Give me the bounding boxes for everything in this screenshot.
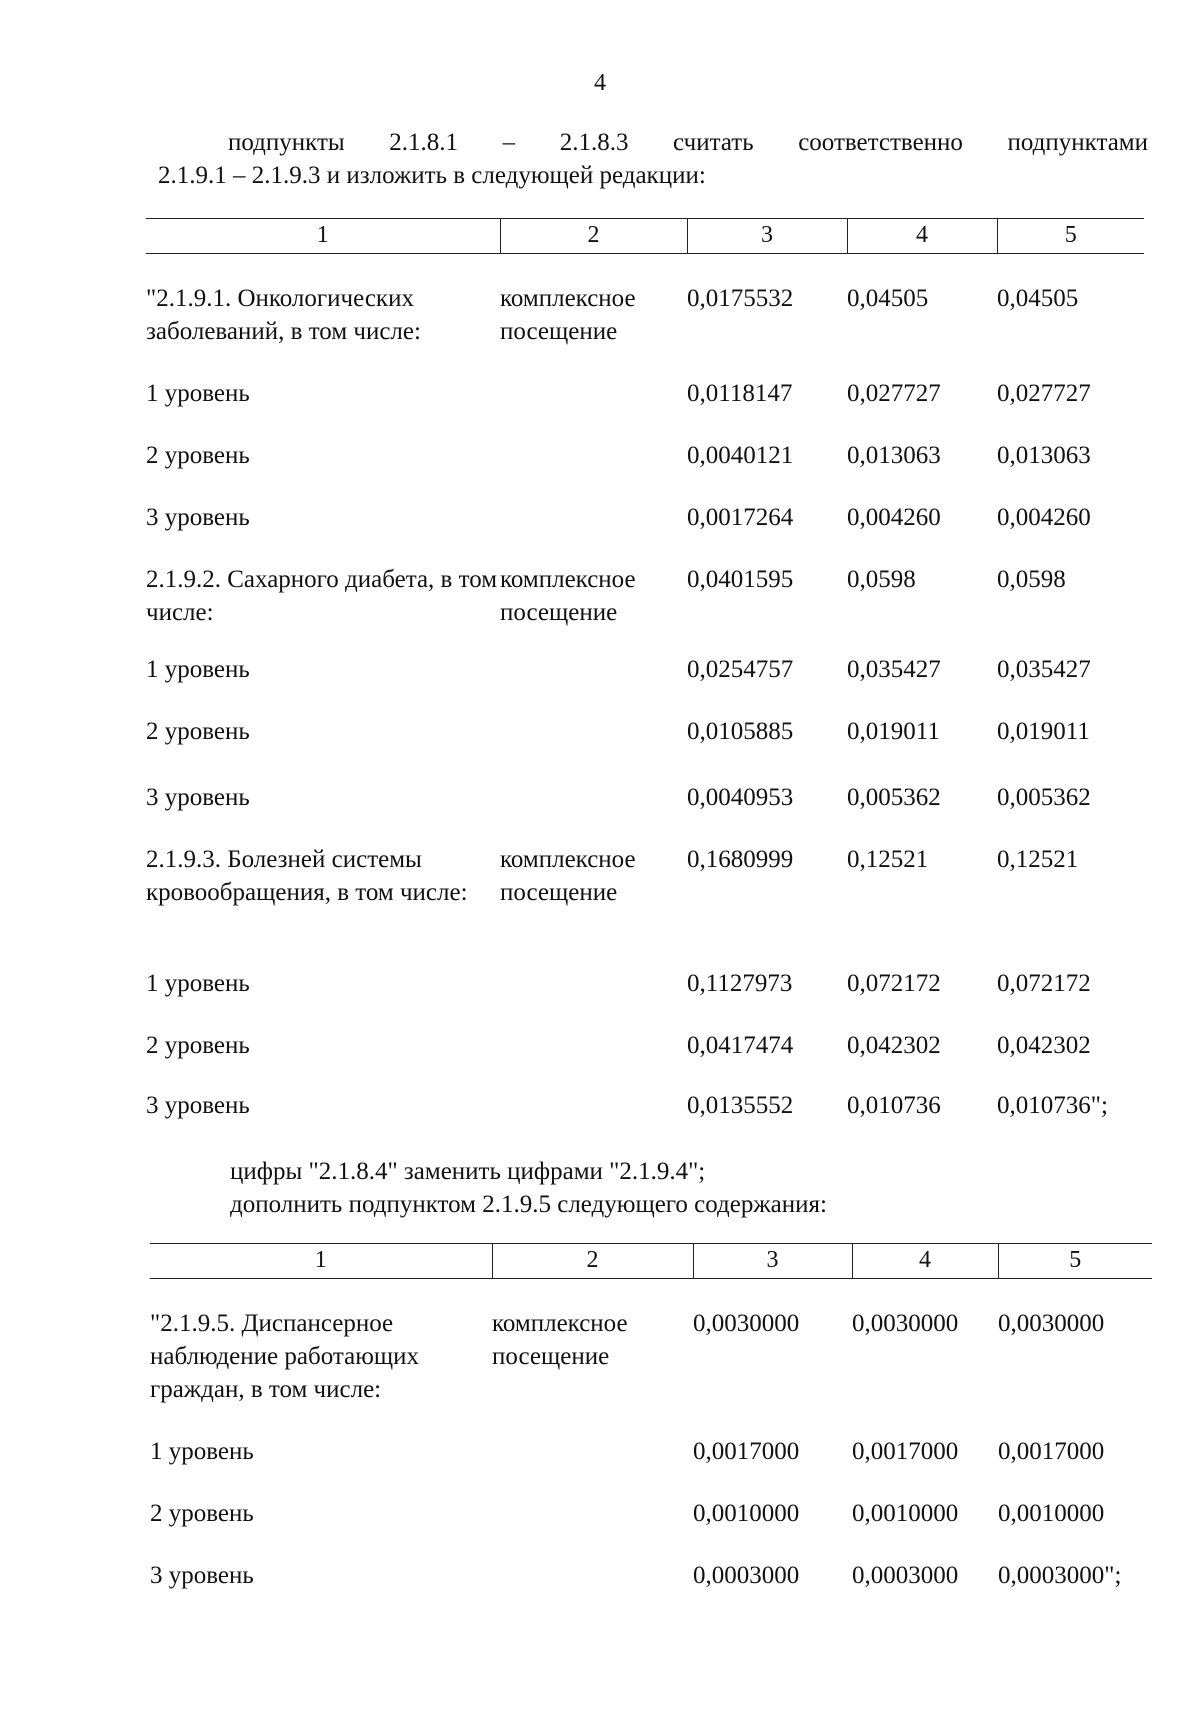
value-col4-cell: 0,0017000 xyxy=(852,1437,959,1465)
unit-cell xyxy=(500,967,687,1029)
unit-cell xyxy=(500,439,687,501)
value-col4-cell: 0,0598 xyxy=(847,565,916,593)
column-header-2: 2 xyxy=(492,1244,693,1279)
indicator-name-cell: "2.1.9.1. Онкологических заболеваний, в том числе: xyxy=(146,284,421,345)
value-col3-cell: 0,0030000 xyxy=(693,1309,800,1337)
value-col3-cell: 0,1127973 xyxy=(687,969,793,997)
value-col5-cell: 0,072172 xyxy=(997,969,1091,997)
table-row xyxy=(146,439,1144,501)
table-row xyxy=(146,843,1144,967)
page-number: 4 xyxy=(594,70,606,96)
unit-cell xyxy=(492,1497,693,1559)
table-row xyxy=(150,1307,1152,1435)
value-col3-cell: 0,0040953 xyxy=(687,783,794,811)
value-col4-cell: 0,072172 xyxy=(847,969,941,997)
value-col4-cell: 0,019011 xyxy=(847,717,940,745)
middle-paragraph xyxy=(230,1155,1200,1221)
indicator-name-cell: 2.1.9.2. Сахарного диабета, в том числе: xyxy=(146,565,498,626)
value-col3-cell: 0,0017000 xyxy=(693,1437,800,1465)
table-row xyxy=(146,781,1144,843)
unit-cell xyxy=(500,781,687,843)
unit-cell xyxy=(500,715,687,781)
table-row xyxy=(146,653,1144,715)
table-row xyxy=(146,282,1144,377)
unit-cell xyxy=(492,1559,693,1621)
value-col3-cell: 0,0401595 xyxy=(687,565,794,593)
unit-cell: комплексное посещение xyxy=(500,284,636,345)
value-col4-cell: 0,005362 xyxy=(847,783,941,811)
value-col4-cell: 0,0030000 xyxy=(852,1309,959,1337)
value-col5-cell: 0,0010000 xyxy=(998,1499,1105,1527)
value-col4-cell: 0,013063 xyxy=(847,441,941,469)
value-col3-cell: 0,0175532 xyxy=(687,284,794,312)
middle-line-2: дополнить подпунктом 2.1.9.5 следующего содержания: xyxy=(230,1191,827,1218)
value-col4-cell: 0,042302 xyxy=(847,1031,941,1059)
table-row xyxy=(146,563,1144,653)
value-col5-cell: 0,027727 xyxy=(997,379,1091,407)
table-row xyxy=(150,1559,1152,1621)
column-header-3: 3 xyxy=(687,219,847,254)
table-row xyxy=(146,967,1144,1029)
indicator-name-cell: 2 уровень xyxy=(146,441,250,469)
value-col5-cell: 0,004260 xyxy=(997,503,1091,531)
value-col4-cell: 0,0010000 xyxy=(852,1499,959,1527)
indicator-name-cell: 3 уровень xyxy=(146,783,250,811)
unit-cell xyxy=(500,653,687,715)
unit-cell: комплексное посещение xyxy=(500,565,636,626)
value-col5-cell: 0,04505 xyxy=(997,284,1079,312)
value-col5-cell: 0,0003000"; xyxy=(998,1561,1122,1589)
value-col5-cell: 0,019011 xyxy=(997,717,1090,745)
value-col5-cell: 0,0017000 xyxy=(998,1437,1105,1465)
column-header-4: 4 xyxy=(852,1244,998,1279)
indicator-name-cell: 1 уровень xyxy=(146,379,250,407)
value-col3-cell: 0,0040121 xyxy=(687,441,794,469)
table-header-row xyxy=(146,219,1144,254)
value-col3-cell: 0,0003000 xyxy=(693,1561,800,1589)
unit-cell xyxy=(500,501,687,563)
unit-cell xyxy=(492,1435,693,1497)
value-col5-cell: 0,035427 xyxy=(997,655,1091,683)
value-col5-cell: 0,042302 xyxy=(997,1031,1091,1059)
value-col3-cell: 0,0135552 xyxy=(687,1091,794,1119)
indicator-name-cell: 1 уровень xyxy=(146,969,250,997)
value-col4-cell: 0,004260 xyxy=(847,503,941,531)
table-row xyxy=(146,1089,1144,1151)
value-col5-cell: 0,005362 xyxy=(997,783,1091,811)
indicator-name-cell: 3 уровень xyxy=(146,503,250,531)
table-row xyxy=(146,501,1144,563)
value-col4-cell: 0,010736 xyxy=(847,1091,941,1119)
value-col4-cell: 0,0003000 xyxy=(852,1561,959,1589)
value-col3-cell: 0,0105885 xyxy=(687,717,794,745)
coefficients-table-2 xyxy=(150,1243,1152,1621)
value-col4-cell: 0,035427 xyxy=(847,655,941,683)
value-col4-cell: 0,04505 xyxy=(847,284,929,312)
column-header-1: 1 xyxy=(150,1244,492,1279)
value-col5-cell: 0,010736"; xyxy=(997,1091,1108,1119)
table-row xyxy=(146,715,1144,781)
value-col3-cell: 0,0254757 xyxy=(687,655,794,683)
column-header-4: 4 xyxy=(847,219,997,254)
indicator-name-cell: 2 уровень xyxy=(146,1031,250,1059)
indicator-name-cell: 1 уровень xyxy=(150,1437,254,1465)
unit-cell: комплексное посещение xyxy=(492,1309,628,1370)
value-col4-cell: 0,027727 xyxy=(847,379,941,407)
table-row xyxy=(146,377,1144,439)
value-col5-cell: 0,013063 xyxy=(997,441,1091,469)
spacer xyxy=(150,1278,1152,1307)
indicator-name-cell: "2.1.9.5. Диспансерное наблюдение работающих граждан, в том числе: xyxy=(150,1309,419,1403)
value-col3-cell: 0,0010000 xyxy=(693,1499,800,1527)
value-col5-cell: 0,0030000 xyxy=(998,1309,1105,1337)
indicator-name-cell: 2 уровень xyxy=(146,717,250,745)
column-header-5: 5 xyxy=(998,1244,1152,1279)
intro-line-1: подпункты 2.1.8.1 – 2.1.8.3 считать соответственно подпунктами xyxy=(228,129,1148,156)
column-header-1: 1 xyxy=(146,219,500,254)
table-header-row xyxy=(150,1244,1152,1279)
table-row xyxy=(150,1435,1152,1497)
value-col3-cell: 0,0017264 xyxy=(687,503,794,531)
table-row xyxy=(150,1497,1152,1559)
value-col4-cell: 0,12521 xyxy=(847,845,929,873)
value-col3-cell: 0,0118147 xyxy=(687,379,793,407)
spacer xyxy=(146,253,1144,282)
indicator-name-cell: 1 уровень xyxy=(146,655,250,683)
indicator-name-cell: 3 уровень xyxy=(150,1561,254,1589)
column-header-2: 2 xyxy=(500,219,687,254)
indicator-name-cell: 2.1.9.3. Болезней системы кровообращения, в том числе: xyxy=(146,845,468,906)
unit-cell xyxy=(500,1089,687,1151)
value-col3-cell: 0,0417474 xyxy=(687,1031,794,1059)
column-header-3: 3 xyxy=(693,1244,852,1279)
column-header-5: 5 xyxy=(997,219,1144,254)
value-col3-cell: 0,1680999 xyxy=(687,845,794,873)
value-col5-cell: 0,0598 xyxy=(997,565,1066,593)
unit-cell: комплексное посещение xyxy=(500,845,636,906)
unit-cell xyxy=(500,1029,687,1089)
unit-cell xyxy=(500,377,687,439)
indicator-name-cell: 2 уровень xyxy=(150,1499,254,1527)
coefficients-table-1 xyxy=(146,218,1144,1151)
value-col5-cell: 0,12521 xyxy=(997,845,1079,873)
intro-line-2: 2.1.9.1 – 2.1.9.3 и изложить в следующей редакции: xyxy=(158,162,706,189)
spacer-row xyxy=(150,1278,1152,1307)
spacer-row xyxy=(146,253,1144,282)
middle-line-1: цифры "2.1.8.4" заменить цифрами "2.1.9.4"; xyxy=(230,1158,706,1185)
table-row xyxy=(146,1029,1144,1089)
indicator-name-cell: 3 уровень xyxy=(146,1091,250,1119)
intro-paragraph xyxy=(158,126,1148,192)
